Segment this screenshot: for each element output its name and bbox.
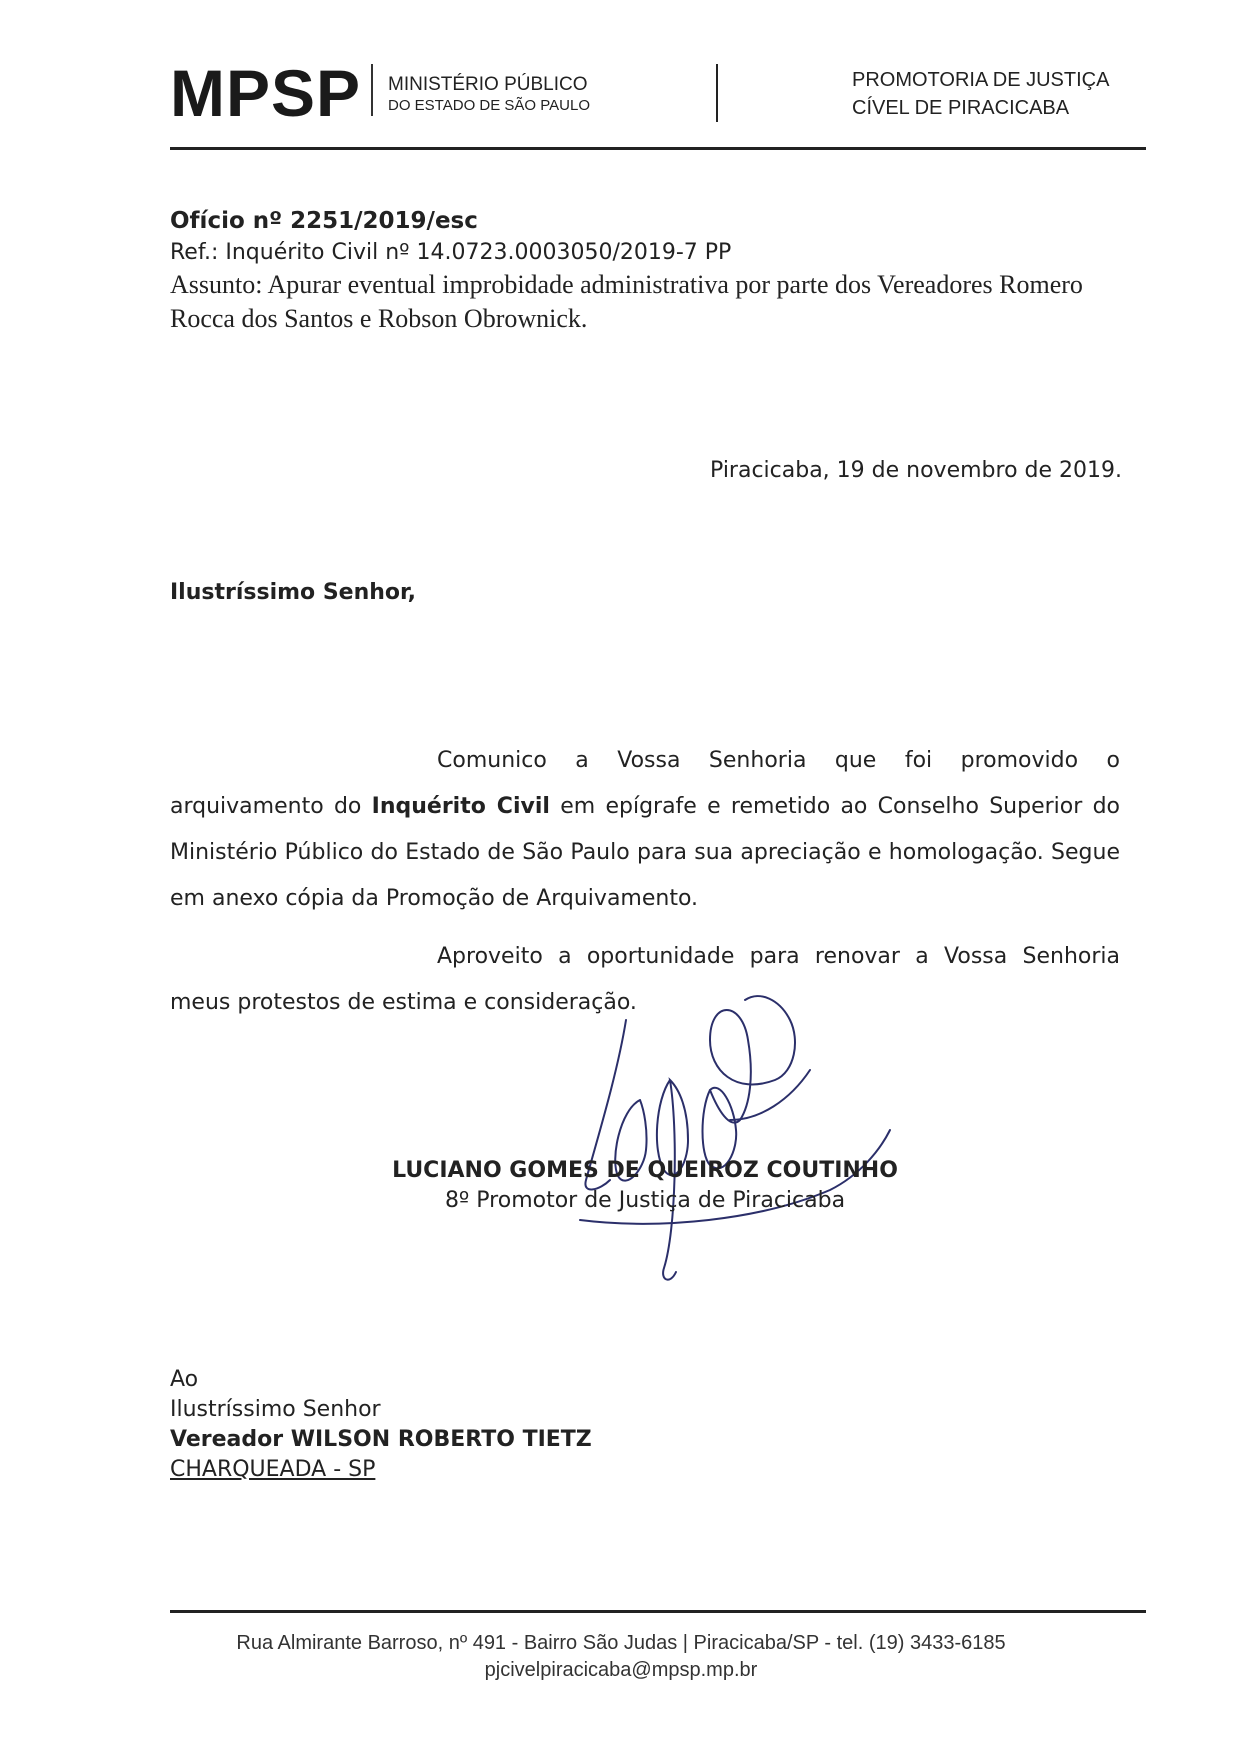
header-rule xyxy=(170,147,1146,150)
recipient-line1: Ao xyxy=(170,1367,199,1392)
mpsp-logo: MPSP xyxy=(170,56,362,130)
department-line1: PROMOTORIA DE JUSTIÇA xyxy=(852,69,1110,91)
p1-text-b: em epígrafe e remetido ao Conselho Superior do Ministério Público do Estado de São Paulo para sua apreciação e homologação. Segue em anexo cópia da Promoção de Arquivamento. xyxy=(170,794,1120,911)
signer-role: 8º Promotor de Justiça de Piracicaba xyxy=(444,1188,846,1213)
oficio-number: Ofício nº 2251/2019/esc xyxy=(170,208,478,234)
recipient-block xyxy=(170,1365,592,1485)
reference-line: Ref.: Inquérito Civil nº 14.0723.0003050/2019-7 PP xyxy=(170,240,732,265)
p2-text: Aproveito a oportunidade para renovar a Vossa Senhoria meus protestos de estima e consideração. xyxy=(170,944,1120,1015)
footer-email: pjcivelpiracicaba@mpsp.mp.br xyxy=(484,1659,758,1681)
footer-address: Rua Almirante Barroso, nº 491 - Bairro São Judas | Piracicaba/SP - tel. (19) 3433-6185 xyxy=(236,1632,1006,1654)
p1-text-a: Comunico a Vossa Senhoria que foi promovido o arquivamento do xyxy=(170,748,1120,819)
logo-divider xyxy=(371,64,373,116)
header-divider xyxy=(716,64,718,122)
recipient-city: CHARQUEADA - SP xyxy=(170,1457,376,1482)
subject-line: Assunto: Apurar eventual improbidade administrativa por parte dos Vereadores Romero Rocca dos Santos e Robson Obrownick. xyxy=(170,270,1083,333)
signer-name: LUCIANO GOMES DE QUEIROZ COUTINHO xyxy=(392,1158,898,1183)
org-name-line2: DO ESTADO DE SÃO PAULO xyxy=(388,97,590,114)
body-paragraph-1 xyxy=(170,738,1120,922)
handwritten-signature xyxy=(560,980,980,1300)
letter-date: Piracicaba, 19 de novembro de 2019. xyxy=(710,458,1122,483)
department-line2: CÍVEL DE PIRACICABA xyxy=(852,97,1070,119)
salutation: Ilustríssimo Senhor, xyxy=(170,580,416,605)
recipient-line2: Ilustríssimo Senhor xyxy=(170,1397,381,1422)
p1-text-bold: Inquérito Civil xyxy=(371,794,550,819)
recipient-name: Vereador WILSON ROBERTO TIETZ xyxy=(170,1427,592,1452)
org-name-line1: MINISTÉRIO PÚBLICO xyxy=(388,74,588,95)
footer-rule xyxy=(170,1610,1146,1613)
